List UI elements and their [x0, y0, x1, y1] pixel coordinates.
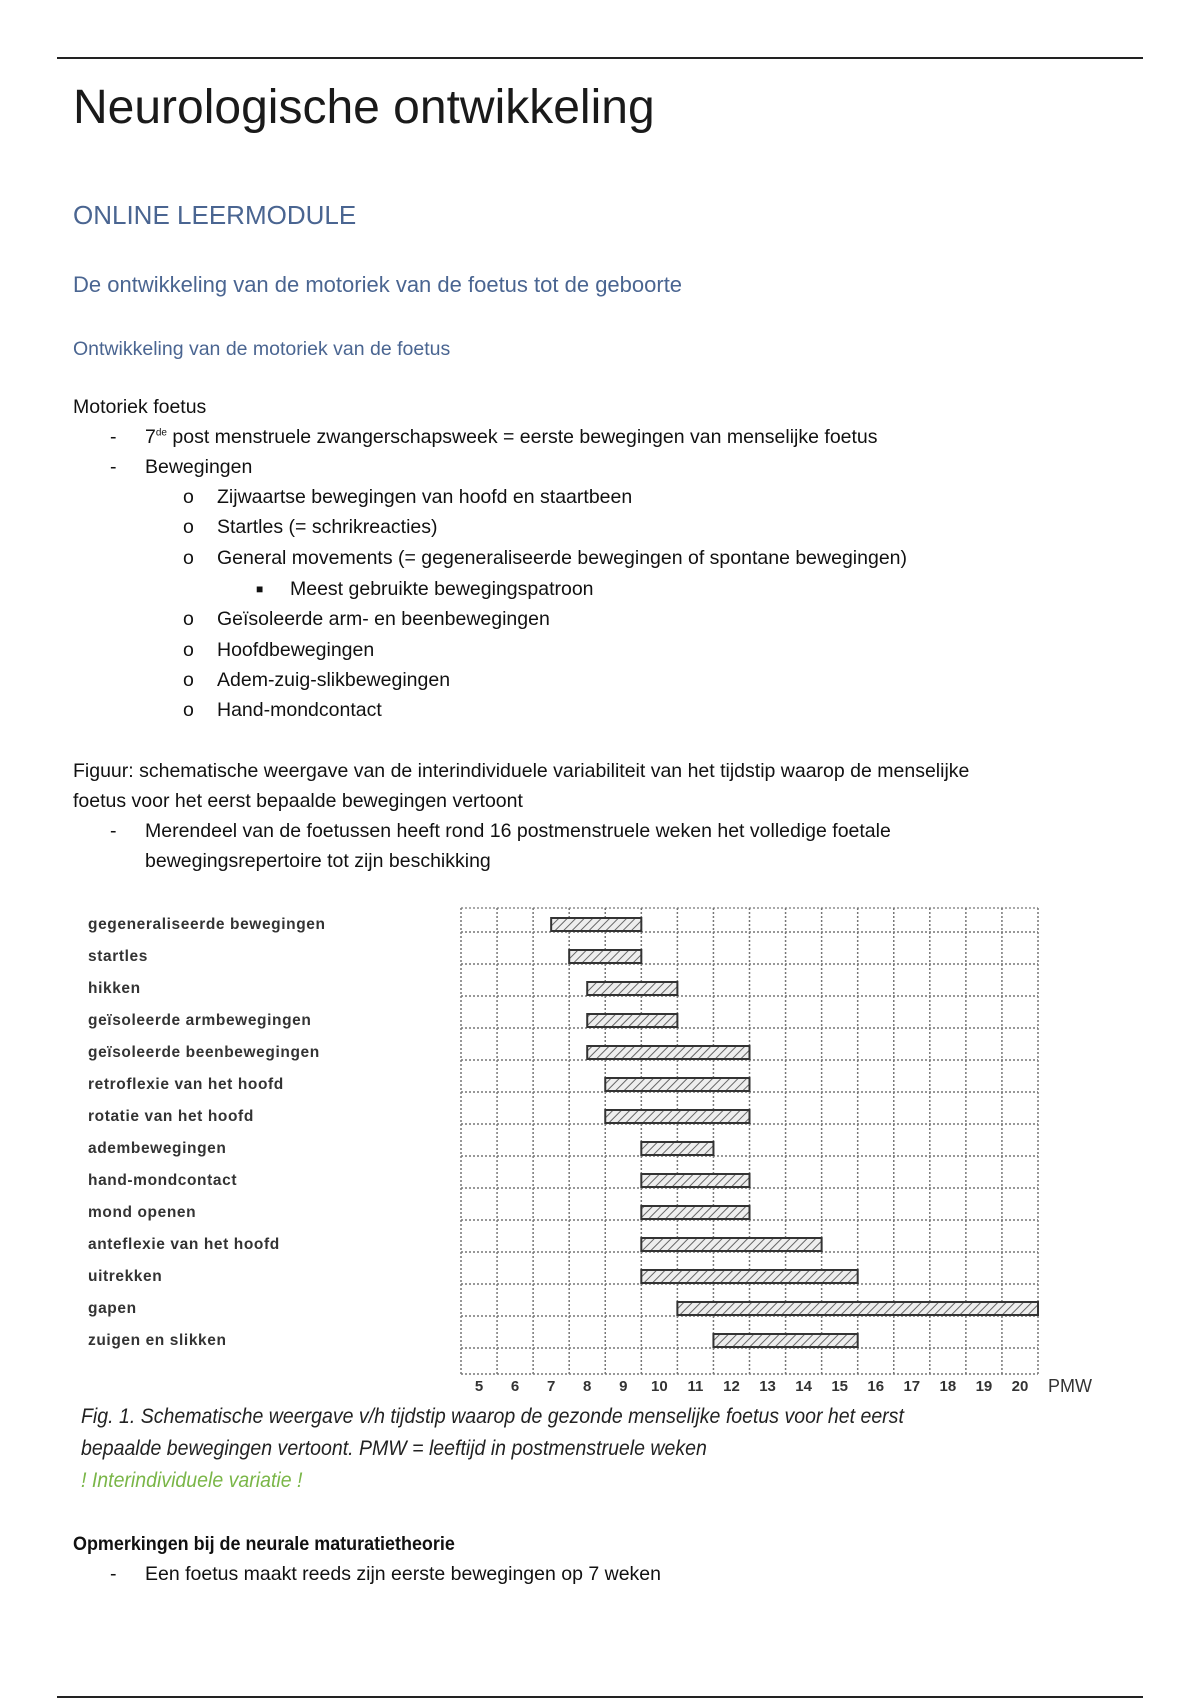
category-label: geïsoleerde armbewegingen [88, 1012, 312, 1029]
category-label: geïsoleerde beenbewegingen [88, 1044, 320, 1061]
bullet-superscript: de [155, 427, 167, 439]
movement-item: Geïsoleerde arm- en beenbewegingen [217, 608, 550, 630]
category-label: hand-mondcontact [88, 1172, 238, 1189]
category-label: anteflexie van het hoofd [88, 1236, 280, 1253]
remarks-bullet: Een foetus maakt reeds zijn eerste bewegingen op 7 weken [145, 1563, 661, 1585]
x-tick-label: 9 [619, 1378, 628, 1395]
category-label: rotatie van het hoofd [88, 1108, 254, 1125]
circle-bullet-icon: o [183, 486, 194, 508]
figure-bullet-line2: bewegingsrepertoire tot zijn beschikking [145, 850, 491, 872]
category-label: gegeneraliseerde bewegingen [88, 916, 326, 933]
section-title: Motoriek foetus [73, 396, 207, 418]
x-tick-label: 12 [723, 1378, 740, 1395]
category-label: startles [88, 948, 148, 965]
dash-bullet: - [110, 820, 117, 842]
circle-bullet-icon: o [183, 608, 194, 630]
x-tick-label: 18 [939, 1378, 957, 1395]
range-bar [677, 1302, 1038, 1315]
movement-item: Hoofdbewegingen [217, 639, 375, 661]
x-tick-label: 15 [831, 1378, 848, 1395]
category-label: retroflexie van het hoofd [88, 1076, 284, 1093]
figure-intro-line2: foetus voor het eerst bepaalde bewegingen vertoont [73, 790, 523, 812]
bullet-text: post menstruele zwangerschapsweek = eerste bewegingen van menselijke foetus [166, 426, 878, 448]
x-tick-label: 11 [687, 1378, 704, 1395]
category-label: gapen [88, 1300, 137, 1317]
heading-online-leermodule: ONLINE LEERMODULE [73, 200, 357, 230]
category-label: mond openen [88, 1204, 197, 1221]
range-bar [587, 1046, 749, 1059]
x-tick-label: 14 [795, 1378, 812, 1395]
category-label: hikken [88, 980, 141, 997]
x-tick-label: 8 [583, 1378, 592, 1395]
range-bar [605, 1110, 749, 1123]
range-bar [641, 1142, 713, 1155]
heading-ontwikkeling-motoriek: De ontwikkeling van de motoriek van de foetus tot de geboorte [73, 272, 683, 297]
x-tick-label: 16 [867, 1378, 885, 1395]
movement-item: Hand-mondcontact [217, 699, 382, 721]
movement-item: General movements (= gegeneraliseerde bewegingen of spontane bewegingen) [217, 547, 908, 569]
category-label: zuigen en slikken [88, 1332, 227, 1349]
x-tick-label: 10 [651, 1378, 668, 1395]
range-bar [551, 918, 641, 931]
figure-caption-line1: Fig. 1. Schematische weergave v/h tijdstip waarop de gezonde menselijke foetus voor het eerst [81, 1405, 904, 1428]
x-tick-label: 6 [510, 1378, 520, 1395]
category-label: adembewegingen [88, 1140, 227, 1157]
dash-bullet: - [110, 456, 117, 478]
page-title: Neurologische ontwikkeling [73, 81, 655, 134]
range-bar [641, 1238, 821, 1251]
circle-bullet-icon: o [183, 669, 194, 691]
variation-note: ! Interindividuele variatie ! [81, 1469, 303, 1492]
sub-sub-item: Meest gebruikte bewegingspatroon [290, 578, 594, 600]
x-tick-label: 20 [1011, 1378, 1029, 1395]
x-tick-label: 13 [759, 1378, 776, 1395]
bottom-rule [57, 1696, 1143, 1698]
bullet-7de-week [145, 426, 878, 449]
range-bar [605, 1078, 749, 1091]
dash-bullet: - [110, 426, 117, 448]
heading-motoriek-foetus: Ontwikkeling van de motoriek van de foetus [73, 338, 451, 360]
range-bar [569, 950, 641, 963]
bullet-bewegingen: Bewegingen [145, 456, 253, 478]
circle-bullet-icon: o [183, 699, 194, 721]
range-bar [641, 1206, 749, 1219]
x-axis-label: PMW [1048, 1376, 1092, 1396]
x-tick-label: 17 [903, 1378, 921, 1395]
range-bar [641, 1270, 857, 1283]
circle-bullet-icon: o [183, 547, 194, 569]
square-bullet-icon: ■ [256, 582, 264, 596]
range-bar [641, 1174, 749, 1187]
circle-bullet-icon: o [183, 516, 194, 538]
remarks-title: Opmerkingen bij de neurale maturatietheorie [73, 1533, 455, 1555]
movement-item: Zijwaartse bewegingen van hoofd en staartbeen [217, 486, 633, 508]
range-bar [713, 1334, 857, 1347]
movement-item: Adem-zuig-slikbewegingen [217, 669, 451, 691]
movement-item: Startles (= schrikreacties) [217, 516, 438, 538]
circle-bullet-icon: o [183, 639, 194, 661]
figure-caption-line2: bepaalde bewegingen vertoont. PMW = leeftijd in postmenstruele weken [81, 1437, 707, 1460]
dash-bullet: - [110, 1563, 117, 1585]
x-tick-label: 19 [975, 1378, 993, 1395]
range-bar [587, 982, 677, 995]
range-bar [587, 1014, 677, 1027]
figure-bullet-line1: Merendeel van de foetussen heeft rond 16 postmenstruele weken het volledige foetale [145, 820, 891, 842]
x-tick-label: 7 [546, 1378, 556, 1395]
figure-intro-line1: Figuur: schematische weergave van de interindividuele variabiliteit van het tijdstip waarop de menselijke [73, 760, 970, 782]
bullet-number: 7 [145, 426, 156, 448]
top-rule [57, 57, 1143, 59]
x-tick-label: 5 [474, 1378, 484, 1395]
category-label: uitrekken [88, 1268, 163, 1285]
